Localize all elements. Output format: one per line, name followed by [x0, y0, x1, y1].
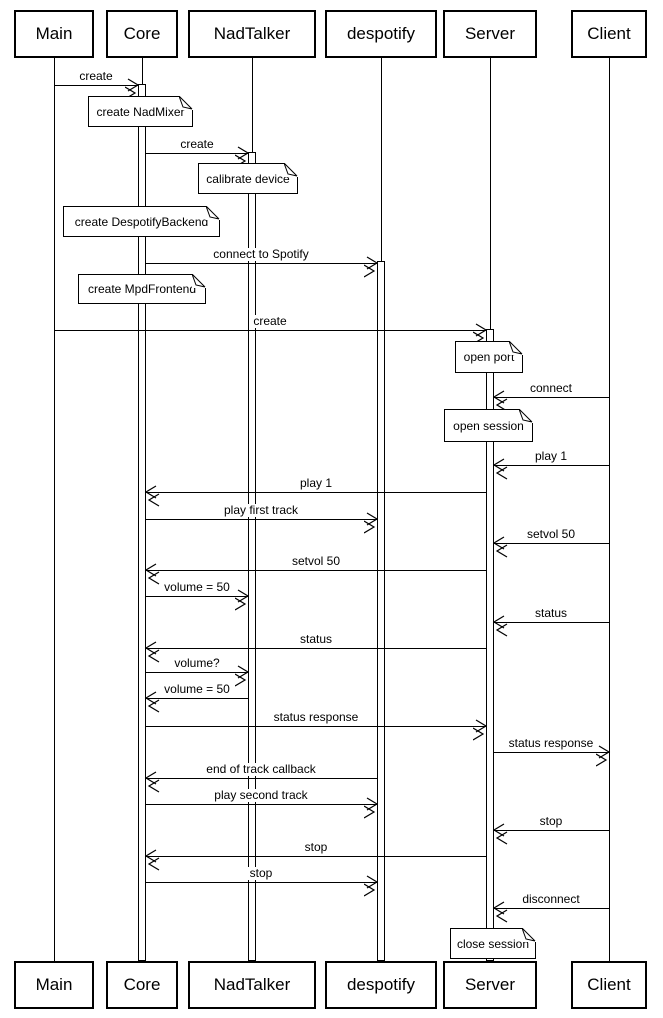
participant-box-bottom-nadtalker — [188, 961, 316, 1009]
message-line — [146, 882, 378, 883]
message-label: status — [299, 632, 333, 646]
message-label: play 1 — [299, 476, 333, 490]
participant-box-bottom-server — [443, 961, 537, 1009]
arrowhead-icon — [492, 536, 508, 564]
arrowhead-icon — [364, 256, 380, 284]
message-line — [494, 908, 610, 909]
arrowhead-icon — [144, 849, 160, 877]
message-line — [494, 752, 610, 753]
arrowhead-icon — [364, 875, 380, 903]
note-label: calibrate device — [206, 171, 290, 186]
arrowhead-icon — [235, 589, 251, 617]
message-label: create — [253, 314, 287, 328]
note — [198, 163, 298, 194]
arrowhead-icon — [473, 719, 489, 747]
note — [78, 274, 206, 304]
message-line — [54, 330, 487, 331]
participant-box-bottom-client — [571, 961, 647, 1009]
message-label: play second track — [214, 788, 308, 802]
message-line — [146, 726, 487, 727]
arrowhead-icon — [144, 485, 160, 513]
participant-name: Server — [464, 24, 516, 43]
message-label: create — [79, 69, 113, 83]
message-line — [146, 672, 249, 673]
note-label: open session — [453, 418, 524, 433]
participant-box-bottom-main — [14, 961, 94, 1009]
arrowhead-icon — [144, 691, 160, 719]
participant-name: Core — [123, 24, 161, 43]
arrowhead-icon — [144, 641, 160, 669]
message-line — [494, 397, 610, 398]
arrowhead-icon — [144, 563, 160, 591]
message-line — [146, 856, 487, 857]
message-label: connect — [529, 381, 573, 395]
participant-box-bottom-despotify — [325, 961, 437, 1009]
arrowhead-icon — [364, 512, 380, 540]
note-label: open port — [463, 350, 515, 364]
arrowhead-icon — [492, 823, 508, 851]
participant-box-top-nadtalker — [188, 10, 316, 58]
message-label: disconnect — [522, 892, 580, 906]
message-line — [494, 830, 610, 831]
message-line — [494, 543, 610, 544]
message-label: volume? — [174, 656, 220, 670]
participant-box-bottom-core — [106, 961, 178, 1009]
participant-name: Main — [35, 24, 73, 43]
arrowhead-icon — [492, 901, 508, 929]
note-label: create DespotifyBackend — [74, 214, 209, 229]
message-line — [146, 153, 249, 154]
lifeline-client — [609, 58, 610, 961]
note-label: create NadMixer — [96, 104, 185, 119]
note — [455, 341, 523, 373]
participant-name: NadTalker — [213, 24, 291, 43]
message-label: connect to Spotify — [213, 247, 309, 261]
participant-name: despotify — [346, 24, 416, 43]
participant-name: Core — [123, 975, 161, 994]
arrowhead-icon — [492, 615, 508, 643]
message-label: volume = 50 — [164, 580, 230, 594]
message-label: volume = 50 — [164, 682, 230, 696]
message-label: status response — [508, 736, 594, 750]
message-line — [146, 648, 487, 649]
participant-box-top-main — [14, 10, 94, 58]
participant-box-top-core — [106, 10, 178, 58]
message-line — [146, 596, 249, 597]
message-label: end of track callback — [206, 762, 316, 776]
message-line — [146, 263, 378, 264]
note-fold-icon — [519, 409, 533, 423]
message-line — [146, 804, 378, 805]
participant-name: Client — [587, 975, 631, 994]
note — [450, 928, 536, 959]
note-label: close session — [456, 936, 530, 951]
arrowhead-icon — [364, 797, 380, 825]
message-label: status — [534, 606, 568, 620]
message-line — [146, 778, 378, 779]
arrowhead-icon — [235, 665, 251, 693]
arrowhead-icon — [596, 745, 612, 773]
message-line — [494, 465, 610, 466]
note — [88, 96, 193, 127]
note — [63, 206, 220, 237]
note-fold-icon — [192, 274, 206, 288]
participant-name: Client — [587, 24, 631, 43]
message-label: create — [180, 137, 214, 151]
arrowhead-icon — [144, 771, 160, 799]
message-line — [146, 492, 487, 493]
note-fold-icon — [522, 928, 536, 942]
participant-box-top-despotify — [325, 10, 437, 58]
message-line — [146, 570, 487, 571]
message-label: status response — [273, 710, 359, 724]
participant-name: despotify — [346, 975, 416, 994]
lifeline-main — [54, 58, 55, 961]
note-fold-icon — [284, 163, 298, 177]
activation-bar-nadtalker — [248, 152, 256, 961]
message-label: setvol 50 — [291, 554, 341, 568]
participant-box-top-server — [443, 10, 537, 58]
message-label: play 1 — [534, 449, 568, 463]
note-fold-icon — [179, 96, 193, 110]
participant-name: NadTalker — [213, 975, 291, 994]
message-label: stop — [539, 814, 563, 828]
message-label: setvol 50 — [526, 527, 576, 541]
message-label: stop — [249, 866, 273, 880]
arrowhead-icon — [492, 458, 508, 486]
participant-name: Main — [35, 975, 73, 994]
note-fold-icon — [206, 206, 220, 220]
message-label: play first track — [223, 503, 299, 517]
note — [444, 409, 533, 442]
message-line — [494, 622, 610, 623]
note-fold-icon — [509, 341, 523, 355]
participant-box-top-client — [571, 10, 647, 58]
message-line — [146, 519, 378, 520]
message-label: stop — [304, 840, 328, 854]
note-label: create MpdFrontend — [87, 282, 197, 296]
participant-name: Server — [464, 975, 516, 994]
message-line — [146, 698, 249, 699]
